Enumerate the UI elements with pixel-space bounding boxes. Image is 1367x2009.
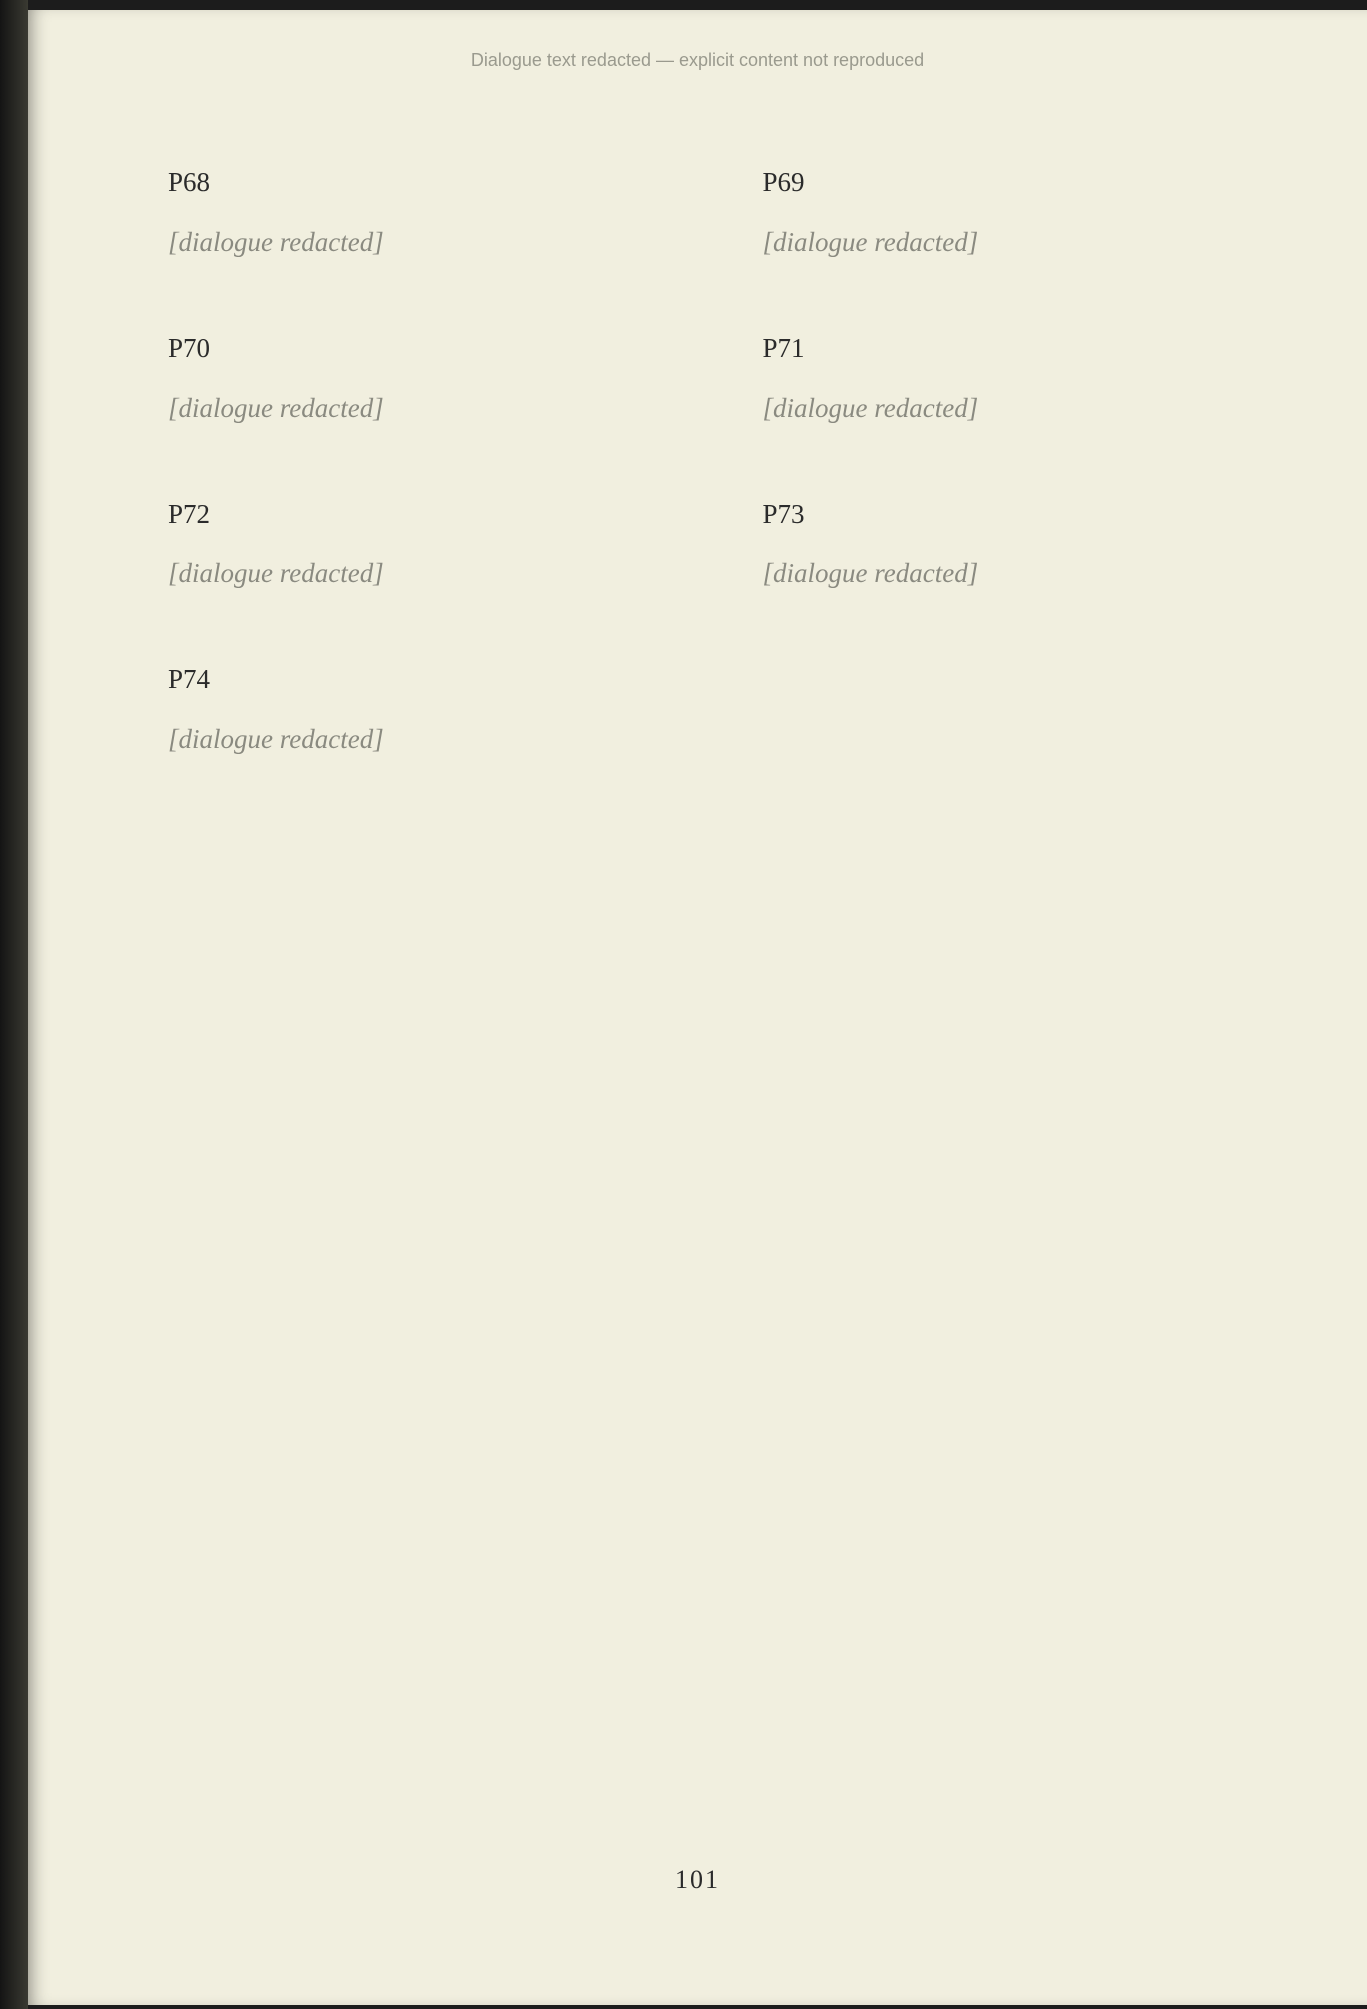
page-number: 101 xyxy=(675,1865,720,1894)
paragraph-marker: P69 xyxy=(762,167,805,197)
script-block xyxy=(763,160,1278,266)
script-columns xyxy=(168,160,1277,1785)
paragraph-marker: P71 xyxy=(762,332,805,363)
paragraph-marker: P73 xyxy=(762,498,805,529)
redacted-line: [dialogue redacted] xyxy=(168,226,384,257)
paragraph-marker: P70 xyxy=(168,332,211,363)
redacted-line: [dialogue redacted] xyxy=(168,724,384,755)
scan-edge xyxy=(0,0,28,2009)
redacted-line: [dialogue redacted] xyxy=(762,226,979,257)
script-block xyxy=(168,657,683,763)
redaction-notice: Dialogue text redacted — explicit content not reproduced xyxy=(470,50,925,70)
script-block xyxy=(168,492,683,598)
script-block xyxy=(168,160,683,266)
paragraph-marker: P68 xyxy=(168,167,211,197)
script-block xyxy=(168,326,683,432)
redacted-line: [dialogue redacted] xyxy=(168,392,384,423)
left-column xyxy=(168,160,683,1785)
redacted-line: [dialogue redacted] xyxy=(762,392,979,423)
paragraph-marker: P74 xyxy=(168,664,211,695)
script-block xyxy=(763,492,1278,598)
book-page xyxy=(28,10,1367,2005)
script-block xyxy=(763,326,1278,432)
right-column xyxy=(763,160,1278,1785)
redacted-line: [dialogue redacted] xyxy=(762,558,979,589)
paragraph-marker: P72 xyxy=(168,498,211,529)
redacted-line: [dialogue redacted] xyxy=(168,558,384,589)
